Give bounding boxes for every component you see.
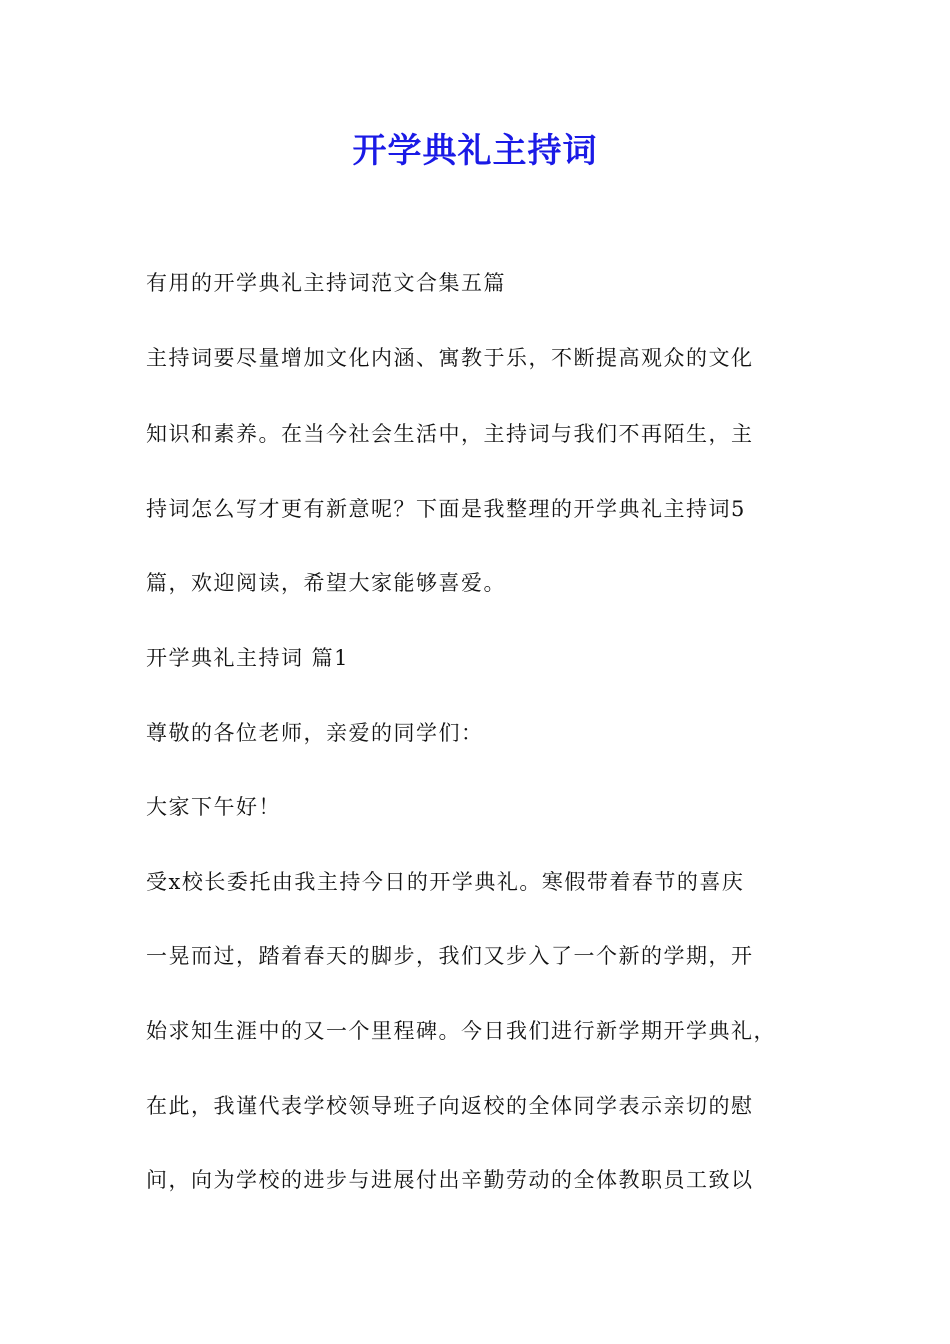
document-title: 开学典礼主持词 bbox=[352, 131, 598, 171]
paragraph-line: 在此，我谨代表学校领导班子向返校的全体同学表示亲切的慰 bbox=[146, 1094, 754, 1118]
paragraph-line: 始求知生涯中的又一个里程碑。今日我们进行新学期开学典礼， bbox=[146, 1019, 776, 1043]
paragraph-line: 知识和素养。在当今社会生活中，主持词与我们不再陌生，主 bbox=[146, 422, 754, 446]
paragraph-line: 有用的开学典礼主持词范文合集五篇 bbox=[146, 271, 506, 295]
paragraph-line: 问，向为学校的进步与进展付出辛勤劳动的全体教职员工致以 bbox=[146, 1168, 754, 1192]
paragraph-line: 篇，欢迎阅读，希望大家能够喜爱。 bbox=[146, 571, 506, 595]
section-heading: 开学典礼主持词 篇1 bbox=[146, 646, 350, 670]
paragraph-line: 持词怎么写才更有新意呢？下面是我整理的开学典礼主持词5 bbox=[146, 497, 746, 521]
paragraph-line: 主持词要尽量增加文化内涵、寓教于乐，不断提高观众的文化 bbox=[146, 346, 754, 370]
paragraph-line: 尊敬的各位老师，亲爱的同学们： bbox=[146, 721, 484, 745]
paragraph-line: 受x校长委托由我主持今日的开学典礼。寒假带着春节的喜庆 bbox=[146, 870, 745, 894]
paragraph-line: 大家下午好！ bbox=[146, 795, 281, 819]
paragraph-line: 一晃而过，踏着春天的脚步，我们又步入了一个新的学期，开 bbox=[146, 944, 754, 968]
